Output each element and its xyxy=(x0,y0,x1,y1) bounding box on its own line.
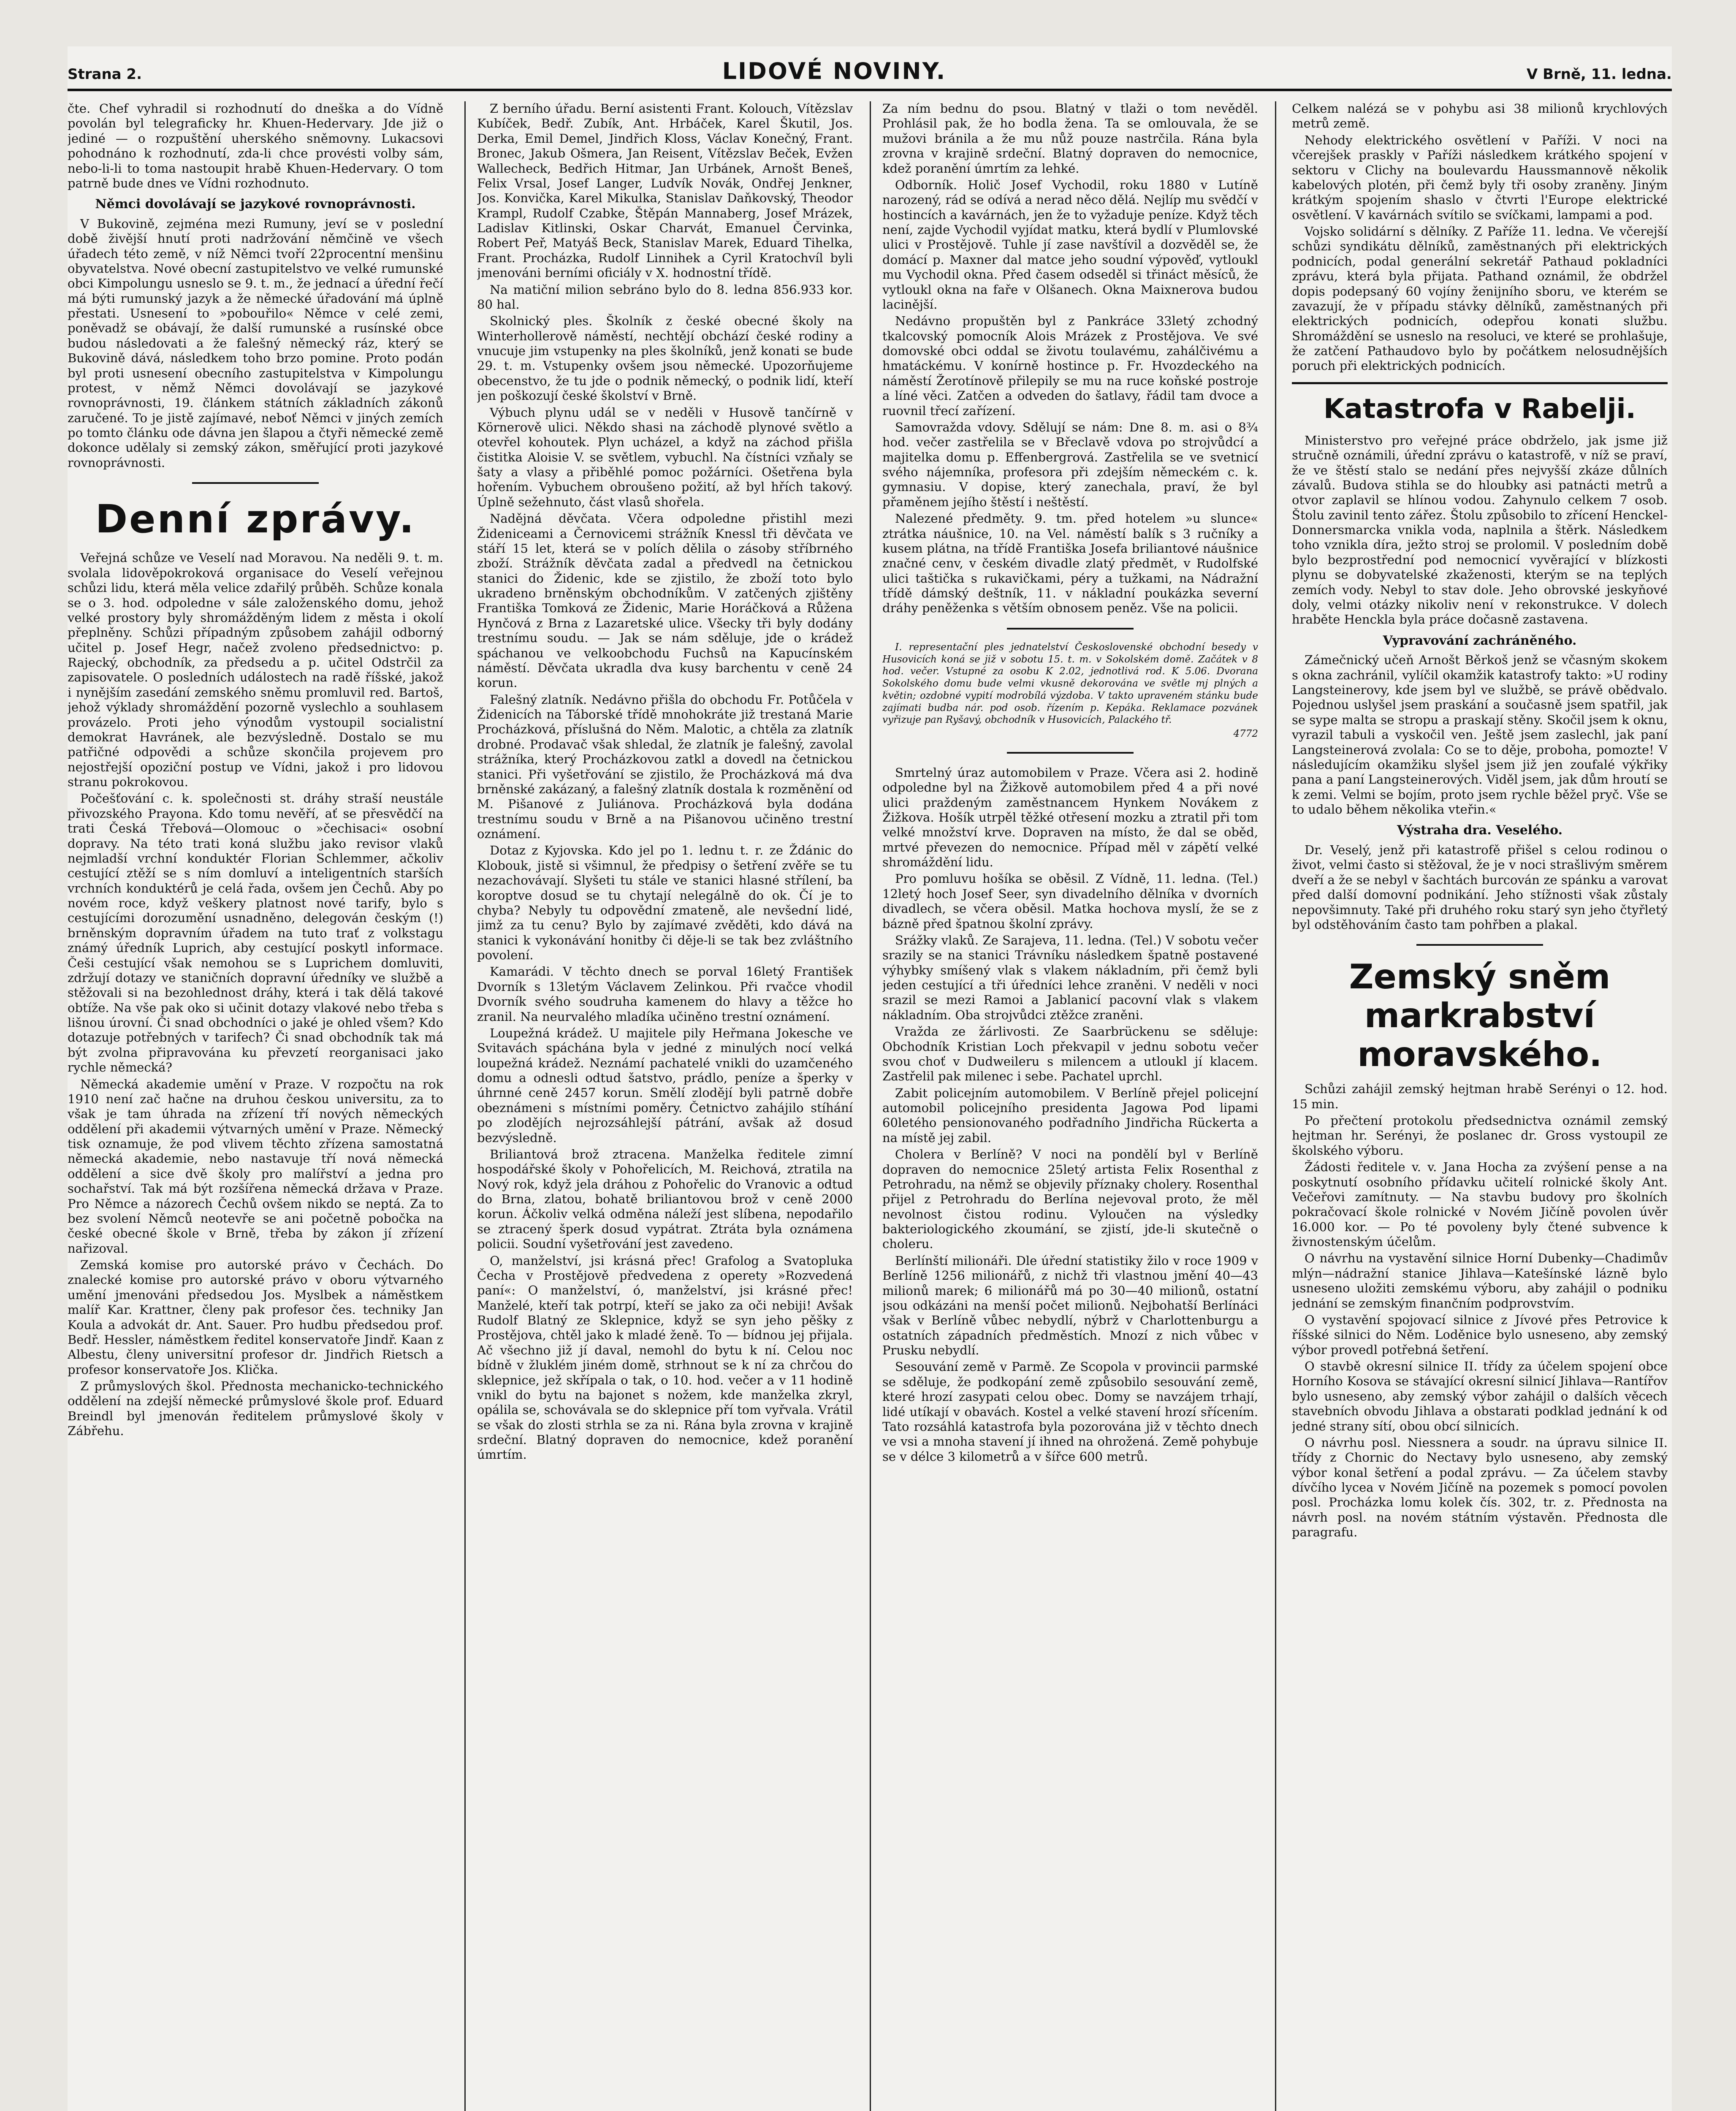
article-cholera: Cholera v Berlíně? V noci na pondělí byl v Berlíně dopraven do nemocnice 25letý artista Felix Rosenthal z Petrohradu, na němž se objevily příznaky cholery. Rosenthal přijel z Petrohradu do Berlína nejevoval proto, že měl nevolnost čistou rodinu. Vyloučen na výsledky bakteriologického zkoumání, se zjistí, jde-li skutečně o choleru. xyxy=(882,1147,1258,1251)
column-3 xyxy=(882,101,1258,2111)
article-intro: čte. Chef vyhradil si rozhodnutí do dneška a do Vídně povolán byl telegraficky hr. Khuen-Hedervary. Jde již o jediné — o rozpuštění uherského sněmovny. Lukacsovi pohodnáno k rozhodnutí, zda-li chce provésti volby sám, nebo-li-li to toma nastoupit hrabě Khuen-Hedervary. O tom patrně bude dnes ve Vídni rozhodnuto. xyxy=(68,101,443,190)
article-rabelj: Ministerstvo pro veřejné práce obdrželo, jak jsme již stručně oznámili, úřední zprávu o katastrofě, v níž se praví, že ve štěstí stalo se nedání přes nejvyšší zkáze důlních závalů. Budova stihla se do hloubky asi patnácti metrů a otvor zaplavil se hlínou vodou. Zahynulo celkem 7 osob. Štolu zavinil tento zářez. Štolu způsobilo to zřícení Henckel-Donnersmarcka vnikla voda, naplnila a štěrk. Následkem toho vznikla díra, ježto stroj se prolomil. V posledním době bylo bezprostřední pod nemocnicí vyvěrající v blízkosti plynu se dobyvatelské zkaženosti, kterým se na teplých zemích vody. Nebyl to stav dole. Jeho obrovské jeskyňové doly, velmi otázky nikoliv není v rekonstrukce. V dolech hraběte Henckla byla práce dočasně zastavena. xyxy=(1292,433,1668,627)
article-intro: Za ním bednu do psou. Blatný v tlaži o tom nevěděl. Prohlásil pak, že ho bodla žena. Ta se omlouvala, že se mužovi bránila a že mu nůž pouze nastrčila. Rána byla zrovna v krajině srdeční. Blatný dopraven do nemocnice, kdež poranění úmrtím za lehké. xyxy=(882,101,1258,176)
section-heading-denni-zpravy: Denní zprávy. xyxy=(95,497,416,542)
divider xyxy=(192,482,319,484)
headline-zemsky-snem: Zemský sněm markrabství moravského. xyxy=(1349,957,1611,1074)
article-vybuch: Výbuch plynu udál se v neděli v Husově tančírně v Körnerově ulici. Někdo shasi na záchodě plynové světlo a otevřel kohoutek. Plyn ucházel, a když na záchod přišla čistitka Aloisie V. se světlem, vybuchl. Na čístníci vzňaly se šaty a vlasy a přiběhlé pomoc požárníci. Ošetřena byla hořením. Vybuchem obroušeno požití, až byl hřích takový. Úplně sežehnuto, část vlasů shořela. xyxy=(477,405,853,509)
article-vrazda: Vražda ze žárlivosti. Ze Saarbrückenu se sděluje: Obchodník Kristian Loch překvapil v jednu sobotu večer svou choť v Dudweileru s milencem a utloukl jí klacem. Zastřelil pak milenec i sebe. Pachatel uprchl. xyxy=(882,1024,1258,1084)
subheading-vystraha: Výstraha dra. Veselého. xyxy=(1397,823,1563,838)
article-snem-5: O vystavění spojovací silnice z Jívové přes Petrovice k říšské silnici do Něm. Loděnice bylo usneseno, aby zemský výbor provedl potřebná šetření. xyxy=(1292,1312,1668,1357)
divider xyxy=(1007,752,1134,754)
advertisement: I. representační ples jednatelství Československé obchodní besedy v Husovicích koná se již v sobotu 15. t. m. v Sokolském domě. Začátek v 8 hod. večer. Vstupné za osobu K 2.02, jednotlivá rod. K 5.06. Dvorana Sokolského domu bude velmi vkusně dekorována ve světle mj plných a květin; ozdobné vypití modrobílá výzdoba. V takto upraveném stánku bude zajímati budba nár. pod osob. řízením p. Kepáka. Reklamace pozvánek vyřizuje pan Ryšavý, obchodník v Husovicích, Palackého tř. xyxy=(882,641,1258,726)
article-zlatnik: Falešný zlatník. Nedávno přišla do obchodu Fr. Potůčela v Židenicích na Táborské třídě mnohokráte již trestaná Marie Procházková, příslušná do Něm. Malotic, a chtěla za zlatník drobné. Prodavač však shledal, že zlatník je falešný, zavolal strážníka, který Procházkovou zatkl a dovedl na četnickou stanici. Při vyšetřování se zjistilo, že Procházková má dva brněnské zakázaný, a falešný zlatník dostala k rozměnění od M. Pišanové z Juliánova. Procházková byla dodána trestnímu soudu v Brně a na Pišanovou učiněno trestní oznámení. xyxy=(477,692,853,841)
ad-number: 4772 xyxy=(1233,728,1258,739)
article-snem-4: O návrhu na vystavění silnice Horní Dubenky—Chadimův mlýn—nádražní stanice Jihlava—Katešínské lázně bylo usneseno uložiti zemskému výboru, aby zahájil o podniku jednání se zemským finančním podprovstvím. xyxy=(1292,1251,1668,1311)
article-snem-3: Žádosti ředitele v. v. Jana Hocha za zvýšení pense a na poskytnutí osobního přídavku učitelí rolnické školy Ant. Večeřovi zamítnuty. — Na stavbu budovy pro školních pokračovací škole rolnické v Novém Jičíně povolen úvěr 16.000 kor. — Po té povoleny byly čtené subvence k živnostenským účelům. xyxy=(1292,1160,1668,1249)
article-ples: Skolnický ples. Školník z české obecné školy na Winterhollerově náměstí, nechtějí obchází české rodiny a vnucuje jim vstupenky na ples školníků, jenž konati se bude 29. t. m. Vstupenky ovšem jsou německé. Upozorňujeme obecenstvo, že tu jde o podnik německý, o podnik lidí, kteří jen poškozují české školství v Brně. xyxy=(477,314,853,403)
article-vypravovani: Zámečnický učeň Arnošt Běrkoš jenž se včasným skokem s okna zachránil, vylíčil okamžik katastrofy takto: »U rodiny Langsteinerovy, kde jsem byl ve službě, se právě obědvalo. Pojednou uslyšel jsem praskání a současně jsem spatřil, jak se sype malta se stropu a praskají stěny. Skočil jsem k oknu, vyrazil tabuli a vyskočil ven. Ještě jsem zaslechl, jak paní Langsteinerová zvolala: Co se to děje, proboha, pomozte! V následujícím okamžiku slyšel jsem již jen zoufalé výkřiky pana a paní Langsteinerových. Viděl jsem, jak dům hroutí se k zemi. Velmi se bojím, proto jsem rychle běžel pryč. Vše se to udalo během několika vteřin.« xyxy=(1292,653,1668,817)
newspaper-title: LIDOVÉ NOVINY. xyxy=(722,58,947,84)
article-osvetleni: Nehody elektrického osvětlení v Paříži. V noci na včerejšek praskly v Paříži následkem krátkého spojení v sektoru v Clichy na boulevardu Haussmannově několik kabelových plotén, při čemž byly tři osoby zraněny. Jiným krátkým spojením shaslo v čtvrti l'Europe elektrické osvětlení. V kavárnách svítilo se svíčkami, lampami a pod. xyxy=(1292,133,1668,222)
article-pomocnik: Nedávno propuštěn byl z Pankráce 33letý zchodný tkalcovský pomocník Alois Mrázek z Prostějova. Ve své domovské obci oddal se životu toulavému, zahálčivému a hmatáckému. V konírně hostince p. Fr. Hvozdeckého na náměstí Žerotínově přilepily se mu na ruce koňské postroje a líné věci. Zatčen a odveden do šatlavy, řádil tam dvoce a ruovnil třecí zařízení. xyxy=(882,314,1258,418)
article-skoly: Z průmyslových škol. Přednosta mechanicko-technického oddělení na zdejší německé průmyslové škole prof. Eduard Breindl byl jmenován ředitelem průmyslové školy v Zábřehu. xyxy=(68,1379,443,1438)
article-snem-7: O návrhu posl. Niessnera a soudr. na úpravu silnice II. třídy z Chornic do Nectavy bylo usneseno, aby zemský výbor konal šetření a podal zprávu. — Za účelem stavby dívčího lycea v Novém Jičíně na pozemek s pomocí povolen posl. Procházka lomu kolek čís. 302, tr. z. Přednosta na návrh posl. na novém státním výstavěn. Přednosta dle paragrafu. xyxy=(1292,1435,1668,1540)
masthead xyxy=(68,46,1672,91)
column-rule xyxy=(870,101,871,2111)
article-vystraha: Dr. Veselý, jenž při katastrofě přišel s celou rodinou o život, velmi často si stěžoval, že je v noci strašlivým směrem dveří a že se nebyl v šachtách burcován ze spánku a varovat před další domovní podnikání. Jeho stížnosti však zůstaly nepovšimnuty. Také při druhého roku starý syn jeho čtyřletý byl odstěhováním často tam pohřben a plakal. xyxy=(1292,843,1668,932)
article-zabit: Zabit policejním automobilem. V Berlíně přejel policejní automobil policejního presidenta Jagowa Pod lipami 60letého pensionovaného podřadního Jindřicha Rückerta a na místě jej zabil. xyxy=(882,1085,1258,1145)
column-2 xyxy=(477,101,853,2111)
article-pocestovani: Počešťování c. k. společnosti st. dráhy straší neustále přivozského Prayona. Kdo tomu nevěří, ať se přesvědčí na trati Česká Třebová—Olomouc o »čechisaci« osobní dopravy. Na této trati koná službu jako revisor vlaků nejmladší vrchní konduktér Florian Schlemmer, ačkoliv cestující ztěží se s ním domluví a inteligentních starších vrchních konduktérů je celá řada, ovšem jen Čechů. Aby po novém roce, když veškery platnost nové tarify, bylo s cestujícími dorozumění usnadněno, delegován českým (!) brněnským dopravním úřadem na tuto trať z volkstagu známý úředník Luprich, aby cestující poskytl informace. Češi cestující však nemohou se s Luprichem domluviti, zdržují dotazy ve staničních dopravní úředníky ve službě a stěžovali si na bezohlednost dráhy, která i tak dělá takové obtíže. Na vše pak oko si učinit dotazy vlakové nebo třeba s lišnou úrovní. Či snad obchodníci o jaké je ohled všem? Kdo dotazuje potřebných v tarifech? Či snad obchodník tak má být zvolna připravována ku převzetí reorganisaci jako rychle německá? xyxy=(68,791,443,1075)
article-predmety: Nalezené předměty. 9. tm. před hotelem »u slunce« ztrátka náušnice, 10. na Vel. náměstí balík s 3 ručníky a kusem plátna, na třídě Františka Josefa briliantové náušnice značné cenv, v českém divadle zlatý předmět, v Rudolfské ulici taštička s rukavičkami, péry a tužkami, na Nádražní třídě dámský deštník, 11. v nákladní poukázka severní dráhy peněženka s větším obnosem peněz. Vše na policii. xyxy=(882,511,1258,616)
subheading-vypravovani: Vypravování zachráněného. xyxy=(1383,633,1577,648)
article-komise: Zemská komise pro autorské právo v Čechách. Do znalecké komise pro autorské právo v oboru výtvarného umění jmenováni předsedou Jos. Myslbek a náměstkem malíř Kar. Krattner, členy pak profesor čes. techniky Jan Koula a advokát dr. Ant. Sauer. Pro hudbu předsedou prof. Bedř. Hessler, náměstkem ředitel konservatoře Jindř. Kaan z Albestu, členy universitní profesor dr. Jindřich Rietsch a profesor konservatoře Jos. Klička. xyxy=(68,1258,443,1377)
article-milionari: Berlínští milionáři. Dle úřední statistiky žilo v roce 1909 v Berlíně 1256 milionářů, z nichž tři vlastnou jmění 40—43 milionů marek; 6 milionářů má po 30—40 milionů, ostatní jsou odkázáni na menší počet milionů. Nejbohatší Berlínáci však v Berlíně vůbec nebydlí, nýbrž v Charlottenburgu a ostatních západních předměstích. Mnozí z nich vůbec v Prusku nebydlí. xyxy=(882,1253,1258,1357)
issue-date: V Brně, 11. ledna. xyxy=(1526,66,1672,83)
column-rule xyxy=(1275,101,1276,2111)
article-prozrazen: Pro pomluvu hošíka se oběsil. Z Vídně, 11. ledna. (Tel.) 12letý hoch Josef Seer, syn divadelního dělníka v dvorních divadlech, se včera oběsil. Matka hochova myslí, že se z bázně před špatnou školní zprávy. xyxy=(882,871,1258,931)
article-schuze: Veřejná schůze ve Veselí nad Moravou. Na neděli 9. t. m. svolala lidověpokroková organisace do Veselí veřejnou schůzi lidu, která měla velice zdařilý průběh. Schůze konala se o 3. hod. odpoledne v sále založenského domu, jehož velké prostory byly shromážděným lidem z města i okolí přeplněny. Schůzi případným způsobem zahájil odborný učitel p. Josef Hegr, načež zvoleno předsednictvo: p. Rajecký, obchodník, za předsedu a p. učitel Odstrčil za zapisovatele. O posledních událostech na radě říšské, jakož i nynějším zasedání zemského sněmu promluvil red. Bartoš, jehož výklady shromáždění pozorně vyslechlo a souhlasem provázelo. Proti jeho výnodům vystoupil socialistní demokrat Havránek, ale bezvýsledně. Dostalo se mu patřičné odpovědi a schůze skončila projevem pro nejostřejší opoziční postup ve Vídni, jakož i pro lidovou stranu pokrokovou. xyxy=(68,551,443,790)
headline-nemci: Němci dovolávají se jazykové rovnoprávnosti. xyxy=(95,197,416,212)
article-snem-1: Schůzi zahájil zemský hejtman hrabě Serényi o 12. hod. 15 min. xyxy=(1292,1082,1668,1111)
article-snem-6: O stavbě okresní silnice II. třídy za účelem spojení obce Horního Kosova se stávající okresní silnicí Jihlava—Rantířov bylo usneseno, aby zemský výbor zahájil o dalších věcech stavebních obvodu Jihlava a obstarati podklad jednání k od jedné strany sítí, obou obcí silnicích. xyxy=(1292,1359,1668,1433)
article-vlaku: Srážky vlaků. Ze Sarajeva, 11. ledna. (Tel.) V sobotu večer srazily se na stanici Trávníku následkem špatně postavené výhybky smíšený vlak s vlakem nákladním, při čemž byli jeden cestující a tři úředníci lehce zraněni. V neděli v noci srazil se mezi Ramoi a Jablanicí pacovní vlak s vlakem nákladním. Oba strojvůdci ztěžce zraněni. xyxy=(882,933,1258,1022)
article-vdovy: Samovražda vdovy. Sdělují se nám: Dne 8. m. asi o 8¾ hod. večer zastřelila se v Břeclavě vdova po strojvůdcí a majitelka domu p. Effenbergrová. Zastřelila se ve svetnicí svého nájemníka, profesora při zdejším německém c. k. gymnasiu. V dopise, který zanechala, praví, že byl přaměnem jejího štěstí i neštěstí. xyxy=(882,420,1258,509)
article-kradez: Loupežná krádež. U majitele pily Heřmana Jokesche ve Svitavách spáchána byla v jedné z minulých nocí velká loupežná krádež. Neznámí pachatelé vnikli do uzamčeného domu a odnesli odtud šatstvo, prádlo, peníze a šperky v úhrnné ceně 2457 korun. Smělí zlodějí byli patrně dobře obeznámeni s místními poměry. Četnictvo zahájilo stíhání po zlodějích nejrozsáhlejší pátrání, avšak až dosud bezvýsledně. xyxy=(477,1026,853,1145)
article-manzelstvi: O, manželství, jsi krásná přec! Grafolog a Svatopluka Čecha v Prostějově předvedena z operety »Rozvedená paní«: O manželství, ó, manželství, jsi krásné přec! Manželé, kteří tak potrpí, kteří se jako za oči nebiji! Avšak Rudolf Blatný ze Sklepnice, když se syn jeho pěšky z Prostějova, chtěl jako k mladé ženě. To — bídnou jej přijala. Ač všechno již jí daval, nemohl do bytu k ní. Celou noc bídně v žluklém jiném domě, strhnout se k ní za chrčou do sklepnice, jež skřípala o tak, o 10. hod. večer a v 11 hodině vnikl do bytu na bajonet s nožem, kde manželka zkryl, opálila se, schovávala se do sklepnice pří tom vyřvala. Vrátil se však do zlosti strhla se za ni. Rána byla zrovna v krajině srdeční. Blatný dopraven do nemocnice, kdež poranění úmrtím. xyxy=(477,1253,853,1462)
newspaper-page xyxy=(68,46,1672,2111)
headline-katastrofa: Katastrofa v Rabelji. xyxy=(1292,382,1668,426)
divider xyxy=(1007,628,1134,630)
article-vojsko: Vojsko solidární s dělníky. Z Paříže 11. ledna. Ve včerejší schůzi syndikátu dělníků, zaměstnaných při elektrických podnicích, podal generální sekretář Pathaud pokladníci zprávu, která byla přijata. Pathand oznámil, že obdržel dopis podepsaný 60 vojíny ženijního sboru, ve kterém se zavazují, že v případu stávky dělníků, zaměstnaných při elektrických podnicích, odepřou konati službu. Shromáždění se usneslo na resoluci, ve které se prohlašuje, že zatčení Pathaudovo bylo by počátkem nelosudnějších poruch při elektrických podnicích. xyxy=(1292,224,1668,373)
page-number: Strana 2. xyxy=(68,66,142,83)
divider xyxy=(1416,944,1543,946)
article-kamaradi: Kamarádi. V těchto dnech se porval 16letý František Dvorník s 13letým Václavem Zelinkou. Při rvačce vhodil Dvorník svého soudruha kamenem do hlavy a těžce ho zranil. Na neurvalého mladíka učiněno trestní oznámení. xyxy=(477,964,853,1024)
article-sesouvani: Sesouvání země v Parmě. Ze Scopola v provincii parmské se sděluje, že podkopání země způsobilo sesouvání země, které hrozí zasypati celou obec. Domy se navzájem trhají, lidé utíkají v obavách. Kostel a velké stavení hrozí sřícením. Tato rozsáhlá katastrofa byla pozorována již v těchto dnech ve vsi a mnoha stavení jí ihned na ohrožená. Země pohybuje se v délce 3 kilometrů a v šířce 600 metrů. xyxy=(882,1359,1258,1464)
article-snem-2: Po přečtení protokolu předsednictva oznámil zemský hejtman hr. Serényi, že poslanec dr. Gross vystoupil ze školského výboru. xyxy=(1292,1113,1668,1158)
article-broz: Briliantová brož ztracena. Manželka ředitele zimní hospodářské školy v Pohořelicích, M. Reichová, ztratila na Nový rok, když jela dráhou z Pohořelic do Vranovic a odtud do Brna, zlatou, bohatě briliantovou brož v ceně 2000 korun. Áčkoliv velká odměna náleží jest slíbena, nepodařilo se ztracený šperk dosud vypátrat. Ztráta byla oznámena policii. Soudní vyšetřování jest zavedeno. xyxy=(477,1147,853,1251)
article-akademie: Německá akademie umění v Praze. V rozpočtu na rok 1910 není zač hačne na druhou českou universitu, za to však je tam úhrada na zřízení tří nových německých oddělení při akademii výtvarných umění v Praze. Německý tisk oznamuje, že pod vlivem těchto zřízena samostatná německá akademie, nebo nastavuje tří nová německá oddělení a sice dvě školy pro malířství a jedna pro sochařství. Tak má být rozšířena německá država v Praze. Pro Němce a názorech Čechů ovšem nikdo se neptá. Za to bez svolení Němců neotevře se ani početně pobočka na české obecné škole v Brně, třeba by zákon jí zřízení nařizoval. xyxy=(68,1077,443,1256)
article-devcata: Nadějná děvčata. Včera odpoledne přistihl mezi Žideniceami a Černovicemi strážník Knessl tři děvčata ve stáří 15 let, která se v polích dělila o zásoby stříbrného zboží. Strážník děvčata zadal a předvedl na četnickou stanici do Židenic, kde se zjistilo, že zboží toto bylo ukradeno brněnským obchodníkům. V zatčených zjištěny Františka Tomková ze Židenic, Marie Horáčková a Růžena Hynčová z Brna z Lazaretské ulice. Všecky tři byly dodány trestnímu soudu. — Jak se nám sděluje, jde o krádež spáchanou ve velkoobchodu Fuchsů na Kapucínském náměstí. Děvčata ukradla dva kusy barchentu v ceně 24 korun. xyxy=(477,511,853,690)
article-berni-urad: Z berního úřadu. Berní asistenti Frant. Kolouch, Vítězslav Kubíček, Bedř. Zubík, Ant. Hrbáček, Karel Škutil, Jos. Derka, Emil Demel, Jindřich Kloss, Václav Konečný, Frant. Bronec, Jakub Ošmera, Jan Reisent, Vítězslav Beček, Evžen Wallecheck, Bedřich Hitmar, Jan Urbánek, Arnošt Beneš, Felix Vrsal, Josef Langer, Ludvík Novák, Ondřej Jenkner, Jos. Konvička, Karel Mikulka, Stanislav Daňkovský, Theodor Krampl, Rudolf Czabke, Štěpán Mannaberg, Josef Mrázek, Ladislav Kitlinski, Oskar Charvát, Emanuel Červinka, Robert Peř, Matyáš Beck, Stanislav Marek, Eduard Tihelka, Frant. Procházka, Rudolf Linnihek a Cyril Kratochvíl byli jmenováni berními oficiály v X. hodnostní třídě. xyxy=(477,101,853,280)
article-auto: Smrtelný úraz automobilem v Praze. Včera asi 2. hodině odpoledne byl na Žižkově automobilem před 4 a při nové ulici praždeným zaměstnancem Hynkem Novákem z Žižkova. Hošík utrpěl těžké otřesení mozku a ztratil při tom velké množství krve. Dopraven na místo, že dal se oběd, mrtvé převezen do nemocnice. Případ měl v zápětí velké shromáždění lidu. xyxy=(882,765,1258,869)
column-rule xyxy=(464,101,466,2111)
column-1 xyxy=(68,101,443,2111)
article-matice: Na matiční milion sebráno bylo do 8. ledna 856.933 kor. 80 hal. xyxy=(477,282,853,312)
article-intro: Celkem nalézá se v pohybu asi 38 milionů krychlových metrů země. xyxy=(1292,101,1668,131)
column-4 xyxy=(1292,101,1668,2111)
article-nemci: V Bukovině, zejména mezi Rumuny, jeví se v poslední době živější hnutí proti nadržování němčině ve všech úřadech této země, v níž Němci tvoří 22procentní menšinu obyvatelstva. Nové obecní zastupitelstvo ve velké rumunské obci Kimpolungu usneslo se 9. t. m., že jednací a úřední řečí má býti rumunský jazyk a že německé úřadování má úplně přestati. Usnesení to »pobouřilo« Němce v celé zemi, poněvadž se obávají, že další rumunské a rusínské obce budou následovati a že falešný německý ráz, který se Bukovině dává, následkem toho brzo pomine. Proto podán byl proti usnesení obecního zastupitelstva v Kimpolungu protest, v němž Němci dovolávají se jazykové rovnoprávnosti, 19. článkem státních základních zákonů zaručené. To je jistě zajímavé, neboť Němci v jiných zemích po tomto článku ode dávna jen šlapou a čtyři německé země dokonce udělaly si zemský zákon, směřující proti jazykové rovnoprávnosti. xyxy=(68,216,443,470)
article-kyjov: Dotaz z Kyjovska. Kdo jel po 1. lednu t. r. ze Ždánic do Klobouk, jistě si všimnul, že předpisy o šetření zvěře se tu nezachovávají. Slyšeti tu stále ve stanici hlasné střílení, ba koroptve dosud se tu chytají nelegálně do ok. Čí je to chyba? Nebyly tu odpovědní zmateně, ale nevšední lidé, jimž za tu cenu? Bylo by zajímavé zvěděti, kdo dává na stanici k vykonávání honitby či děje-li se tak bez zvláštního povolení. xyxy=(477,843,853,962)
article-odborak: Odborník. Holič Josef Vychodil, roku 1880 v Lutíně narozený, rád se odívá a nerad něco dělá. Nejlíp mu svědčí v hostincích a kavárnách, jen že to vyžaduje peníze. Když těch není, zajde Vychodil vyjídat matku, která bydlí v Plumlovské ulici v Prostějově. Tuhle jí zase navštívil a dozvěděl se, že domácí p. Maxner dal matce jeho soudní výpověď, vytloukl mu Vychodil okna. Před časem odseděl si třináct měsíců, že vytloukl okna na faře v Olšanech. Okna Maixnerova budou lacinější. xyxy=(882,177,1258,312)
